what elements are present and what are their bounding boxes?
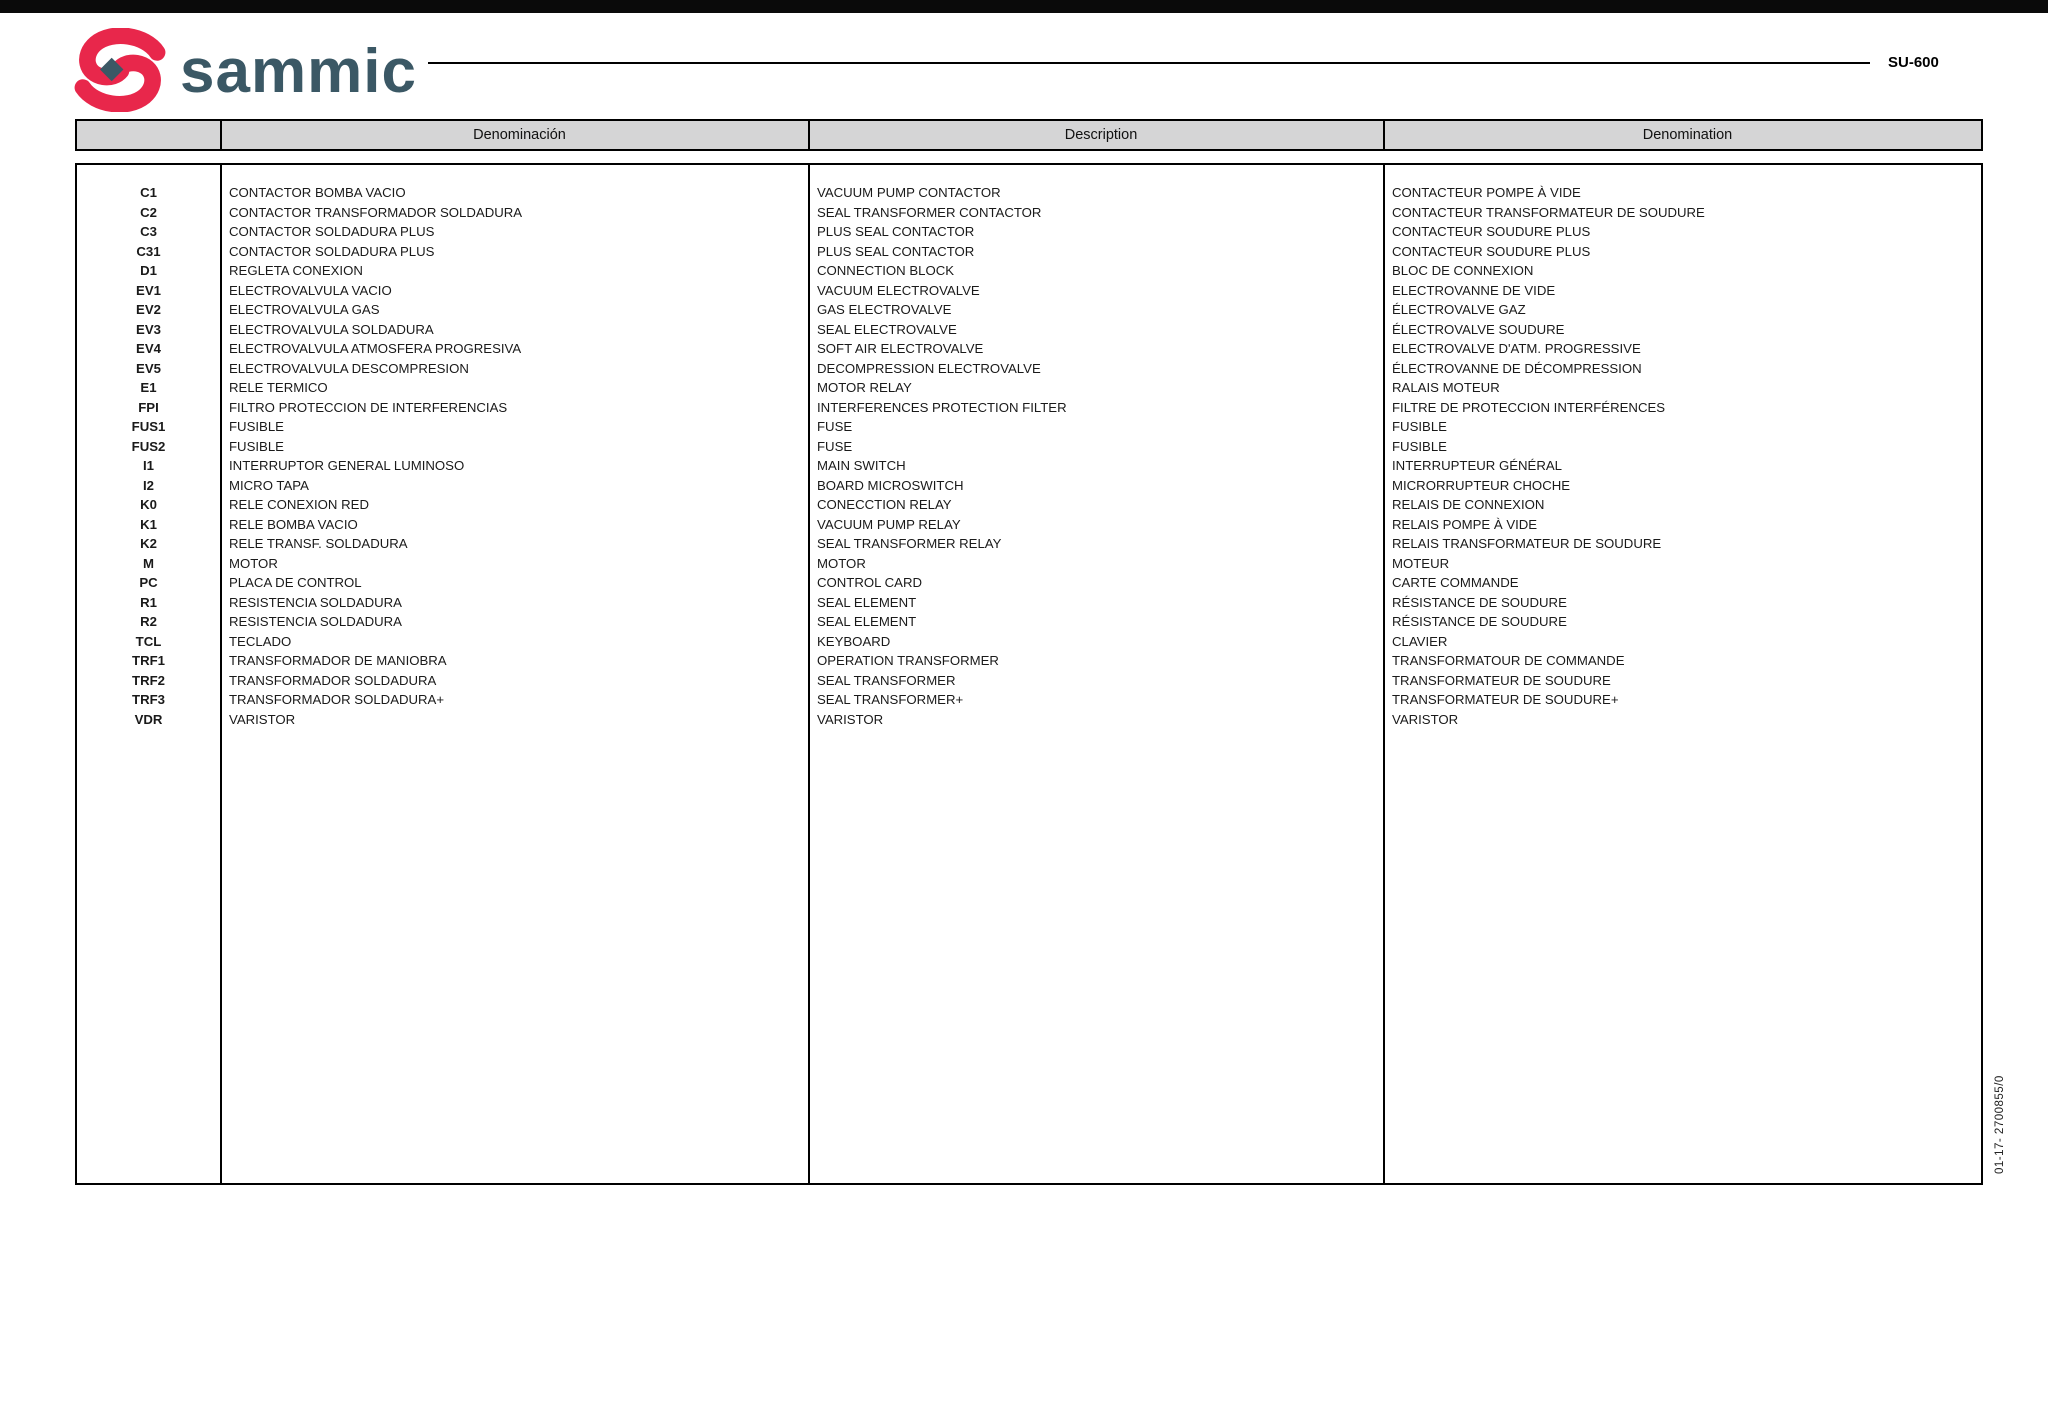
component-en-label: SEAL ELECTROVALVE bbox=[817, 321, 957, 337]
component-code: R1 bbox=[140, 594, 157, 610]
component-es-label: ELECTROVALVULA DESCOMPRESION bbox=[229, 360, 469, 376]
component-code: C3 bbox=[140, 224, 157, 240]
component-en-label: SOFT AIR ELECTROVALVE bbox=[817, 341, 984, 357]
component-code: EV1 bbox=[136, 282, 161, 298]
table-row bbox=[77, 242, 1981, 262]
component-es-label: CONTACTOR SOLDADURA PLUS bbox=[229, 243, 435, 259]
component-fr-label: ELECTROVALVE D'ATM. PROGRESSIVE bbox=[1392, 341, 1641, 357]
component-fr-label: RÉSISTANCE DE SOUDURE bbox=[1392, 594, 1567, 610]
component-en-label: VACUUM ELECTROVALVE bbox=[817, 282, 980, 298]
component-es-label: FUSIBLE bbox=[229, 438, 284, 454]
component-en-label: VACUUM PUMP RELAY bbox=[817, 516, 961, 532]
component-code: R2 bbox=[140, 614, 157, 630]
table-row bbox=[77, 632, 1981, 652]
component-fr-label: RELAIS DE CONNEXION bbox=[1392, 497, 1545, 513]
component-fr-label: ELECTROVANNE DE VIDE bbox=[1392, 282, 1556, 298]
component-es-label: REGLETA CONEXION bbox=[229, 263, 363, 279]
brand-logo bbox=[70, 28, 417, 112]
component-es-label: FUSIBLE bbox=[229, 419, 284, 435]
component-fr-label: TRANSFORMATEUR DE SOUDURE bbox=[1392, 672, 1611, 688]
component-es-label: CONTACTOR SOLDADURA PLUS bbox=[229, 224, 435, 240]
table-row bbox=[77, 554, 1981, 574]
component-en-label: GAS ELECTROVALVE bbox=[817, 302, 952, 318]
component-en-label: SEAL TRANSFORMER RELAY bbox=[817, 536, 1002, 552]
component-es-label: ELECTROVALVULA GAS bbox=[229, 302, 380, 318]
component-es-label: ELECTROVALVULA VACIO bbox=[229, 282, 392, 298]
component-code: EV3 bbox=[136, 321, 161, 337]
component-code: PC bbox=[139, 575, 158, 591]
table-row bbox=[77, 281, 1981, 301]
component-en-label: SEAL ELEMENT bbox=[817, 594, 917, 610]
component-code: EV4 bbox=[136, 341, 161, 357]
table-row bbox=[77, 534, 1981, 554]
component-en-label: CONNECTION BLOCK bbox=[817, 263, 955, 279]
column-header-Description: Description bbox=[808, 121, 1383, 149]
table-row bbox=[77, 515, 1981, 535]
table-row bbox=[77, 339, 1981, 359]
table-row bbox=[77, 495, 1981, 515]
component-fr-label: FILTRE DE PROTECCION INTERFÉRENCES bbox=[1392, 399, 1666, 415]
component-en-label: FUSE bbox=[817, 419, 853, 435]
component-fr-label: ÉLECTROVANNE DE DÉCOMPRESSION bbox=[1392, 360, 1642, 376]
table-row bbox=[77, 359, 1981, 379]
component-es-label: CONTACTOR TRANSFORMADOR SOLDADURA bbox=[229, 204, 523, 220]
component-en-label: CONTROL CARD bbox=[817, 575, 923, 591]
table-row bbox=[77, 690, 1981, 710]
component-es-label: RELE TRANSF. SOLDADURA bbox=[229, 536, 408, 552]
component-fr-label: ÉLECTROVALVE GAZ bbox=[1392, 302, 1526, 318]
component-fr-label: VARISTOR bbox=[1392, 711, 1459, 727]
component-es-label: RELE TERMICO bbox=[229, 380, 328, 396]
component-code: C2 bbox=[140, 204, 157, 220]
component-es-label: ELECTROVALVULA ATMOSFERA PROGRESIVA bbox=[229, 341, 522, 357]
component-en-label: KEYBOARD bbox=[817, 633, 891, 649]
table-row bbox=[77, 300, 1981, 320]
brand-wordmark: sammic bbox=[180, 37, 417, 106]
component-fr-label: RELAIS POMPE À VIDE bbox=[1392, 516, 1538, 532]
table-row bbox=[77, 456, 1981, 476]
component-code: TCL bbox=[135, 633, 162, 649]
component-code: E1 bbox=[140, 380, 157, 396]
component-code: TRF2 bbox=[132, 672, 165, 688]
component-fr-label: MOTEUR bbox=[1392, 555, 1450, 571]
table-row bbox=[77, 398, 1981, 418]
component-es-label: CONTACTOR BOMBA VACIO bbox=[229, 185, 406, 201]
component-fr-label: CONTACTEUR TRANSFORMATEUR DE SOUDURE bbox=[1392, 204, 1705, 220]
component-code: K2 bbox=[140, 536, 157, 552]
component-code: I2 bbox=[143, 477, 154, 493]
component-en-label: SEAL ELEMENT bbox=[817, 614, 917, 630]
component-es-label: TRANSFORMADOR SOLDADURA bbox=[229, 672, 437, 688]
component-es-label: MOTOR bbox=[229, 555, 278, 571]
component-fr-label: RELAIS TRANSFORMATEUR DE SOUDURE bbox=[1392, 536, 1662, 552]
component-fr-label: MICRORRUPTEUR CHOCHE bbox=[1392, 477, 1571, 493]
table-row bbox=[77, 612, 1981, 632]
component-code: TRF1 bbox=[132, 653, 165, 669]
component-fr-label: TRANSFORMATOUR DE COMMANDE bbox=[1392, 653, 1625, 669]
component-es-label: MICRO TAPA bbox=[229, 477, 309, 493]
model-code-label: SU-600 bbox=[1888, 54, 1939, 71]
component-es-label: VARISTOR bbox=[229, 711, 296, 727]
component-en-label: FUSE bbox=[817, 438, 853, 454]
component-en-label: MOTOR bbox=[817, 555, 866, 571]
component-fr-label: CONTACTEUR SOUDURE PLUS bbox=[1392, 224, 1591, 240]
table-row bbox=[77, 183, 1981, 203]
component-fr-label: FUSIBLE bbox=[1392, 419, 1447, 435]
component-fr-label: BLOC DE CONNEXION bbox=[1392, 263, 1534, 279]
table-row bbox=[77, 378, 1981, 398]
component-code: EV5 bbox=[136, 360, 161, 376]
component-en-label: PLUS SEAL CONTACTOR bbox=[817, 224, 975, 240]
component-code: D1 bbox=[140, 263, 157, 279]
table-header-row bbox=[75, 119, 1983, 151]
component-en-label: OPERATION TRANSFORMER bbox=[817, 653, 999, 669]
top-black-bar bbox=[0, 0, 2048, 13]
table-row bbox=[77, 651, 1981, 671]
component-en-label: SEAL TRANSFORMER+ bbox=[817, 692, 964, 708]
component-fr-label: CARTE COMMANDE bbox=[1392, 575, 1519, 591]
component-fr-label: CLAVIER bbox=[1392, 633, 1448, 649]
table-row bbox=[77, 203, 1981, 223]
sammic-s-logo-icon bbox=[70, 28, 170, 112]
component-fr-label: CONTACTEUR POMPE À VIDE bbox=[1392, 185, 1581, 201]
component-es-label: TRANSFORMADOR DE MANIOBRA bbox=[229, 653, 447, 669]
column-header-Denomination: Denomination bbox=[1383, 121, 1981, 149]
header-rule bbox=[428, 62, 1870, 64]
table-row bbox=[77, 437, 1981, 457]
component-en-label: VACUUM PUMP CONTACTOR bbox=[817, 185, 1001, 201]
component-es-label: FILTRO PROTECCION DE INTERFERENCIAS bbox=[229, 399, 508, 415]
table-row bbox=[77, 476, 1981, 496]
column-header-code bbox=[77, 121, 220, 149]
component-en-label: DECOMPRESSION ELECTROVALVE bbox=[817, 360, 1041, 376]
component-es-label: RESISTENCIA SOLDADURA bbox=[229, 614, 402, 630]
document-reference-code: 01-17- 2700855/0 bbox=[1994, 1075, 2006, 1174]
table-row bbox=[77, 573, 1981, 593]
component-en-label: INTERFERENCES PROTECTION FILTER bbox=[817, 399, 1067, 415]
table-row bbox=[77, 261, 1981, 281]
component-fr-label: CONTACTEUR SOUDURE PLUS bbox=[1392, 243, 1591, 259]
table-row bbox=[77, 320, 1981, 340]
component-en-label: MAIN SWITCH bbox=[817, 458, 906, 474]
table-body bbox=[75, 163, 1983, 1185]
component-es-label: RESISTENCIA SOLDADURA bbox=[229, 594, 402, 610]
component-code: M bbox=[143, 555, 154, 571]
component-es-label: RELE CONEXION RED bbox=[229, 497, 369, 513]
component-code: VDR bbox=[134, 711, 163, 727]
component-code: FUS2 bbox=[131, 438, 166, 454]
component-fr-label: ÉLECTROVALVE SOUDURE bbox=[1392, 321, 1565, 337]
component-code: C1 bbox=[140, 185, 157, 201]
component-es-label: INTERRUPTOR GENERAL LUMINOSO bbox=[229, 458, 465, 474]
table-row bbox=[77, 222, 1981, 242]
component-fr-label: FUSIBLE bbox=[1392, 438, 1447, 454]
component-fr-label: TRANSFORMATEUR DE SOUDURE+ bbox=[1392, 692, 1619, 708]
column-header-Denominación: Denominación bbox=[220, 121, 808, 149]
table-row bbox=[77, 417, 1981, 437]
component-en-label: BOARD MICROSWITCH bbox=[817, 477, 964, 493]
component-es-label: PLACA DE CONTROL bbox=[229, 575, 362, 591]
component-code: I1 bbox=[143, 458, 154, 474]
component-fr-label: INTERRUPTEUR GÉNÉRAL bbox=[1392, 458, 1562, 474]
table-rows bbox=[77, 183, 1981, 729]
component-fr-label: RALAIS MOTEUR bbox=[1392, 380, 1500, 396]
component-code: K1 bbox=[140, 516, 157, 532]
component-en-label: VARISTOR bbox=[817, 711, 884, 727]
component-es-label: TRANSFORMADOR SOLDADURA+ bbox=[229, 692, 445, 708]
component-code: FPI bbox=[138, 399, 159, 415]
component-en-label: PLUS SEAL CONTACTOR bbox=[817, 243, 975, 259]
component-en-label: CONECCTION RELAY bbox=[817, 497, 952, 513]
component-code: K0 bbox=[140, 497, 157, 513]
component-en-label: MOTOR RELAY bbox=[817, 380, 912, 396]
component-fr-label: RÉSISTANCE DE SOUDURE bbox=[1392, 614, 1567, 630]
table-row bbox=[77, 593, 1981, 613]
component-code: TRF3 bbox=[132, 692, 165, 708]
component-es-label: TECLADO bbox=[229, 633, 292, 649]
component-en-label: SEAL TRANSFORMER bbox=[817, 672, 956, 688]
component-es-label: ELECTROVALVULA SOLDADURA bbox=[229, 321, 434, 337]
table-row bbox=[77, 710, 1981, 730]
component-en-label: SEAL TRANSFORMER CONTACTOR bbox=[817, 204, 1042, 220]
component-code: C31 bbox=[136, 243, 161, 259]
component-code: FUS1 bbox=[131, 419, 166, 435]
component-code: EV2 bbox=[136, 302, 161, 318]
component-es-label: RELE BOMBA VACIO bbox=[229, 516, 358, 532]
table-row bbox=[77, 671, 1981, 691]
